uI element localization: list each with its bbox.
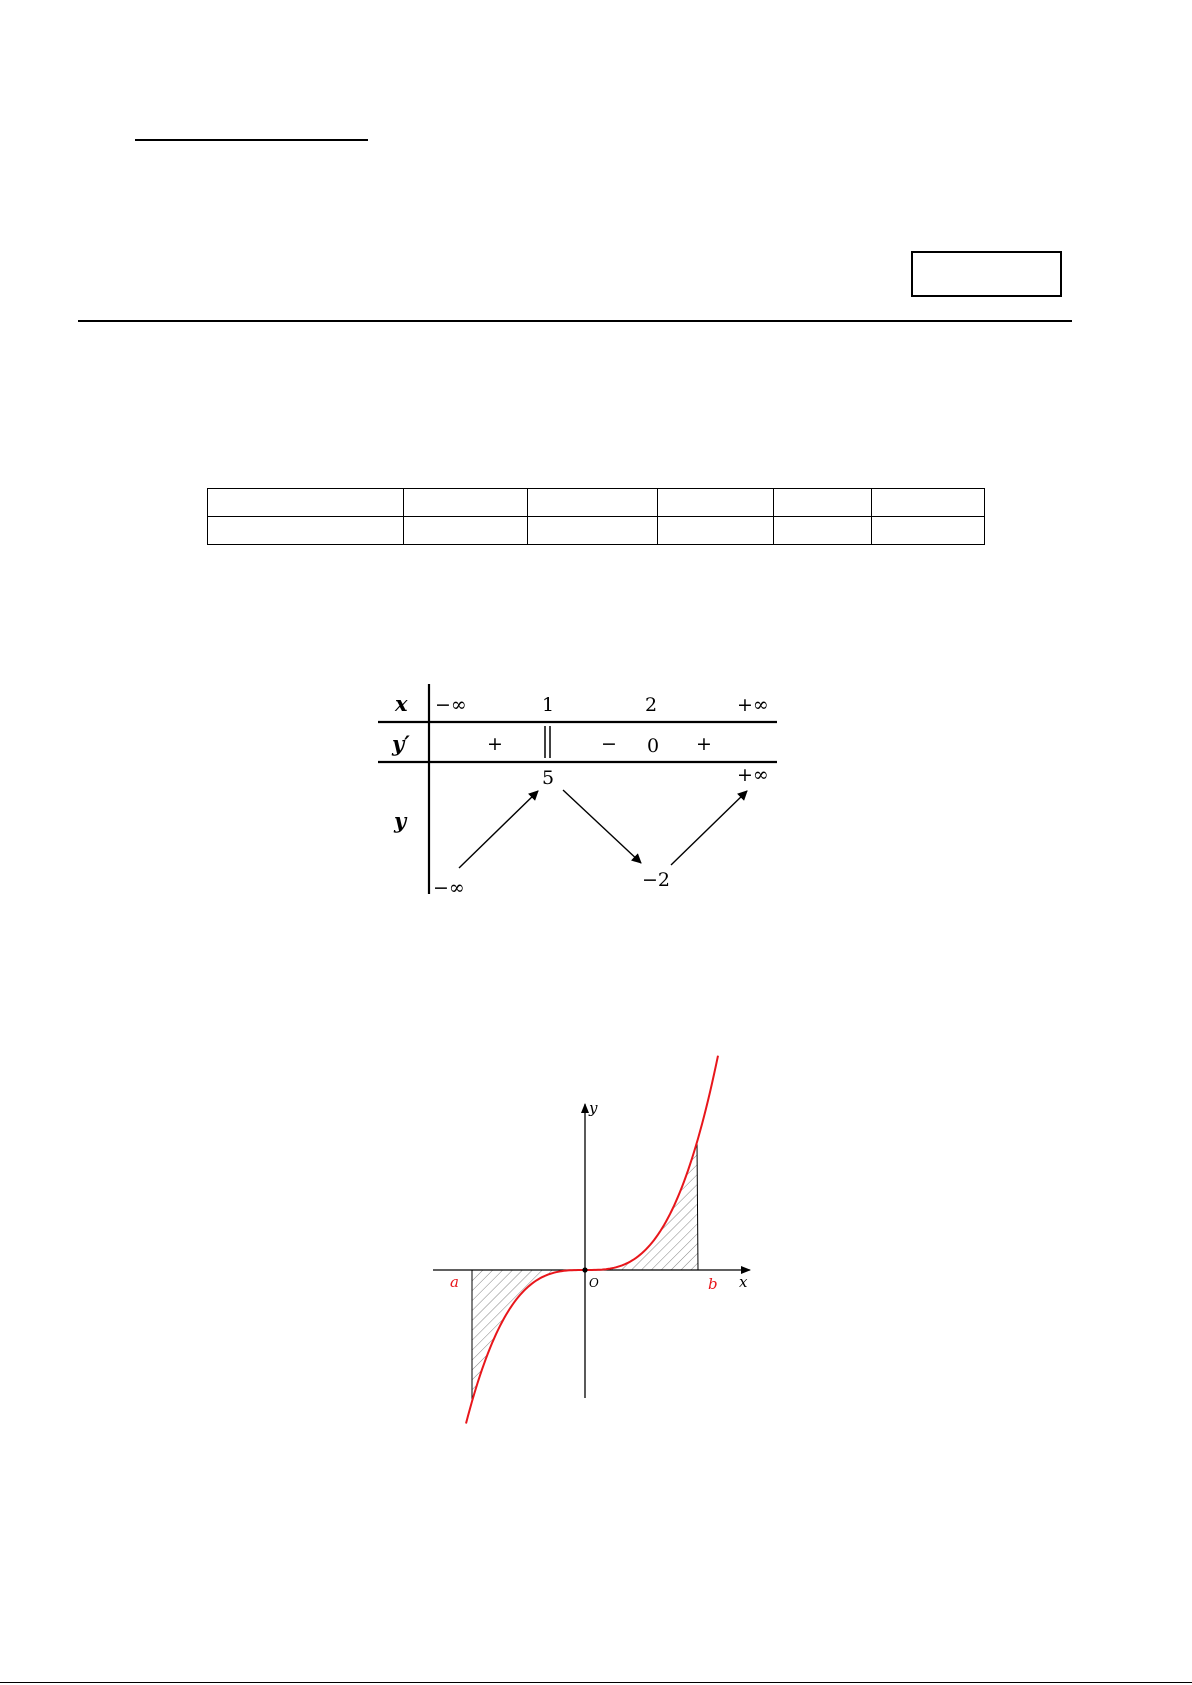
derivative-sign: + xyxy=(487,733,503,755)
variation-table xyxy=(375,680,785,900)
answer-grid-cell xyxy=(872,517,985,545)
answer-grid-cell xyxy=(208,517,404,545)
x-value: 1 xyxy=(542,694,555,716)
answer-grid-cell xyxy=(404,489,528,517)
decreasing-arrow xyxy=(563,790,641,863)
bound-label-a: a xyxy=(450,1273,459,1291)
answer-grid-cell xyxy=(528,517,658,545)
answer-grid xyxy=(207,488,985,545)
shaded-area-left xyxy=(472,1270,584,1401)
answer-grid-cell xyxy=(872,489,985,517)
y-value: −2 xyxy=(642,869,671,891)
answer-grid-cell xyxy=(404,517,528,545)
function-graph xyxy=(425,1090,755,1405)
x-value: −∞ xyxy=(435,694,467,716)
increasing-arrow xyxy=(671,791,747,865)
answer-grid-cell xyxy=(528,489,658,517)
derivative-sign: + xyxy=(696,733,712,755)
derivative-sign: 0 xyxy=(647,735,660,757)
page-bottom-border xyxy=(0,1682,1192,1683)
answer-grid-cell xyxy=(774,489,872,517)
x-value: 2 xyxy=(645,694,658,716)
shaded-area-right xyxy=(585,1142,698,1270)
answer-grid-cell xyxy=(658,517,774,545)
x-axis-label: x xyxy=(739,1273,748,1291)
y-value: +∞ xyxy=(737,764,769,786)
answer-grid-cell xyxy=(658,489,774,517)
answer-grid-row xyxy=(208,489,985,517)
y-value: 5 xyxy=(542,767,555,789)
row-label-y: y xyxy=(394,808,407,833)
exam-code-box xyxy=(911,251,1062,297)
bound-label-b: b xyxy=(708,1275,718,1293)
origin-point xyxy=(582,1267,587,1272)
signature-line xyxy=(135,139,368,141)
row-label-x: x xyxy=(395,691,408,716)
row-label-derivative: y′ xyxy=(392,731,410,756)
y-axis-label: y xyxy=(589,1099,598,1117)
increasing-arrow xyxy=(459,791,538,868)
derivative-sign: − xyxy=(601,733,617,755)
origin-label: O xyxy=(589,1276,599,1290)
answer-grid-cell xyxy=(774,517,872,545)
answer-grid-row xyxy=(208,517,985,545)
y-value: −∞ xyxy=(433,877,465,899)
header-divider xyxy=(78,320,1072,322)
answer-grid-cell xyxy=(208,489,404,517)
x-value: +∞ xyxy=(737,694,769,716)
